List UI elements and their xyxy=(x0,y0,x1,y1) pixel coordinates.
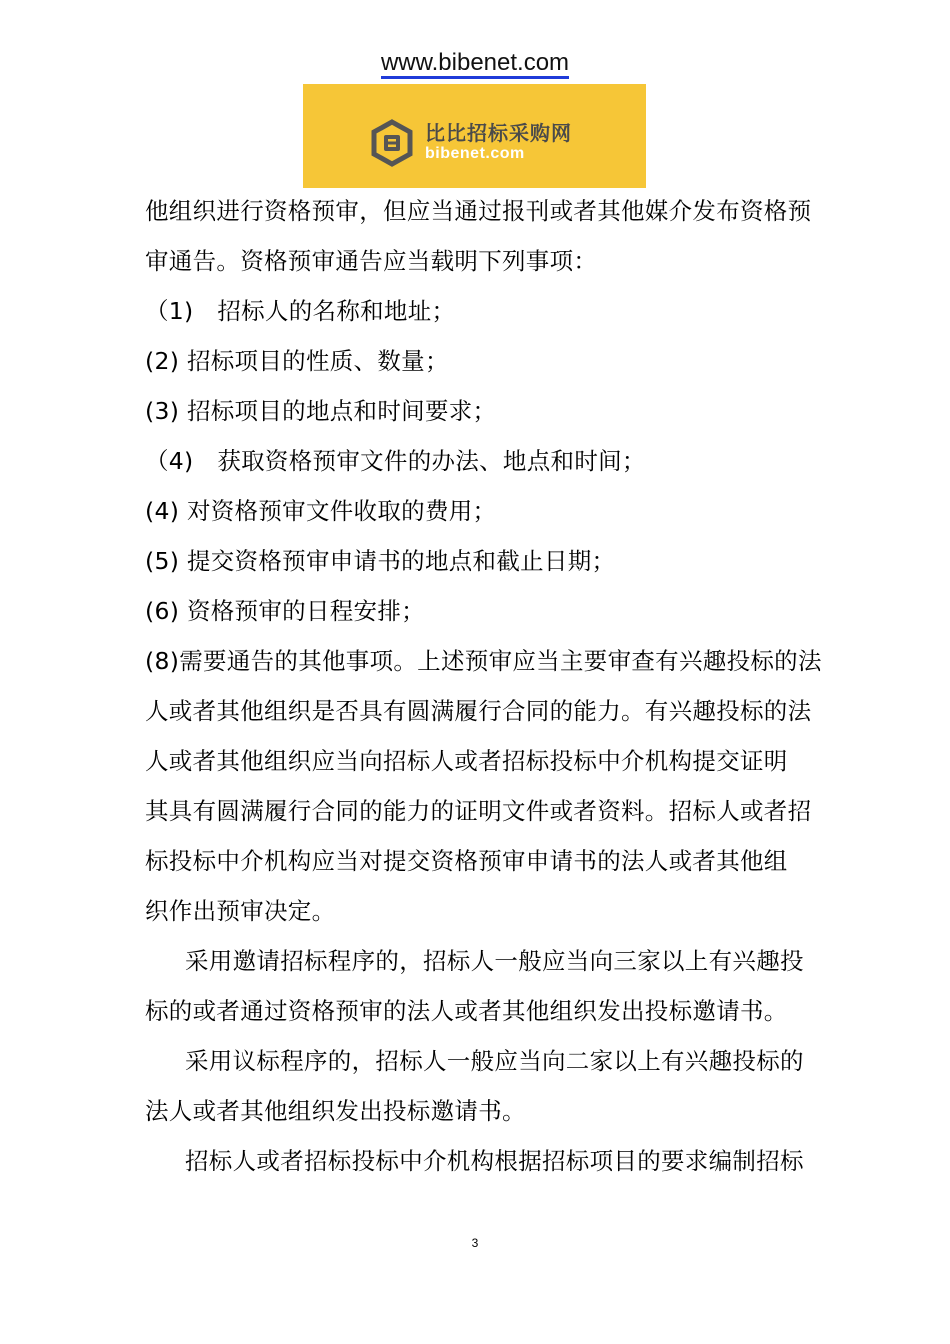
bibenet-hexagon-logo-icon xyxy=(368,119,416,167)
logo-brand-name: 比比招标采购网 xyxy=(425,121,572,145)
logo-brand-domain: bibenet.com xyxy=(425,145,525,162)
list-item: (6) 资格预审的日程安排； xyxy=(145,597,425,625)
paragraph-line: 标投标中介机构应当对提交资格预审申请书的法人或者其他组 xyxy=(145,847,788,875)
paragraph-line: 法人或者其他组织发出投标邀请书。 xyxy=(145,1097,526,1125)
header-url[interactable] xyxy=(0,48,950,78)
list-item: （4) 获取资格预审文件的办法、地点和时间； xyxy=(145,447,646,475)
logo-banner xyxy=(303,84,646,188)
paragraph-line: 标的或者通过资格预审的法人或者其他组织发出投标邀请书。 xyxy=(145,997,788,1025)
paragraph-line: 他组织进行资格预审，但应当通过报刊或者其他媒介发布资格预 xyxy=(145,197,812,225)
paragraph-line: 采用邀请招标程序的，招标人一般应当向三家以上有兴趣投 xyxy=(185,947,804,975)
list-item: (4) 对资格预审文件收取的费用； xyxy=(145,497,497,525)
paragraph-line: 织作出预审决定。 xyxy=(145,897,336,925)
paragraph-line: 采用议标程序的，招标人一般应当向二家以上有兴趣投标的 xyxy=(185,1047,804,1075)
header-url-text[interactable]: www.bibenet.com xyxy=(381,49,569,79)
list-item: （1) 招标人的名称和地址； xyxy=(145,297,456,325)
list-item: (8)需要通告的其他事项。上述预审应当主要审查有兴趣投标的法 xyxy=(145,647,822,675)
paragraph-line: 人或者其他组织应当向招标人或者招标投标中介机构提交证明 xyxy=(145,747,788,775)
paragraph-line: 其具有圆满履行合同的能力的证明文件或者资料。招标人或者招 xyxy=(145,797,812,825)
list-item: (5) 提交资格预审申请书的地点和截止日期； xyxy=(145,547,616,575)
list-item: (2) 招标项目的性质、数量； xyxy=(145,347,449,375)
paragraph-line: 审通告。资格预审通告应当载明下列事项： xyxy=(145,247,598,275)
document-body xyxy=(145,186,822,1186)
list-item: (3) 招标项目的地点和时间要求； xyxy=(145,397,497,425)
paragraph-line: 招标人或者招标投标中介机构根据招标项目的要求编制招标 xyxy=(185,1147,804,1175)
page-number: 3 xyxy=(471,1236,479,1250)
paragraph-line: 人或者其他组织是否具有圆满履行合同的能力。有兴趣投标的法 xyxy=(145,697,812,725)
